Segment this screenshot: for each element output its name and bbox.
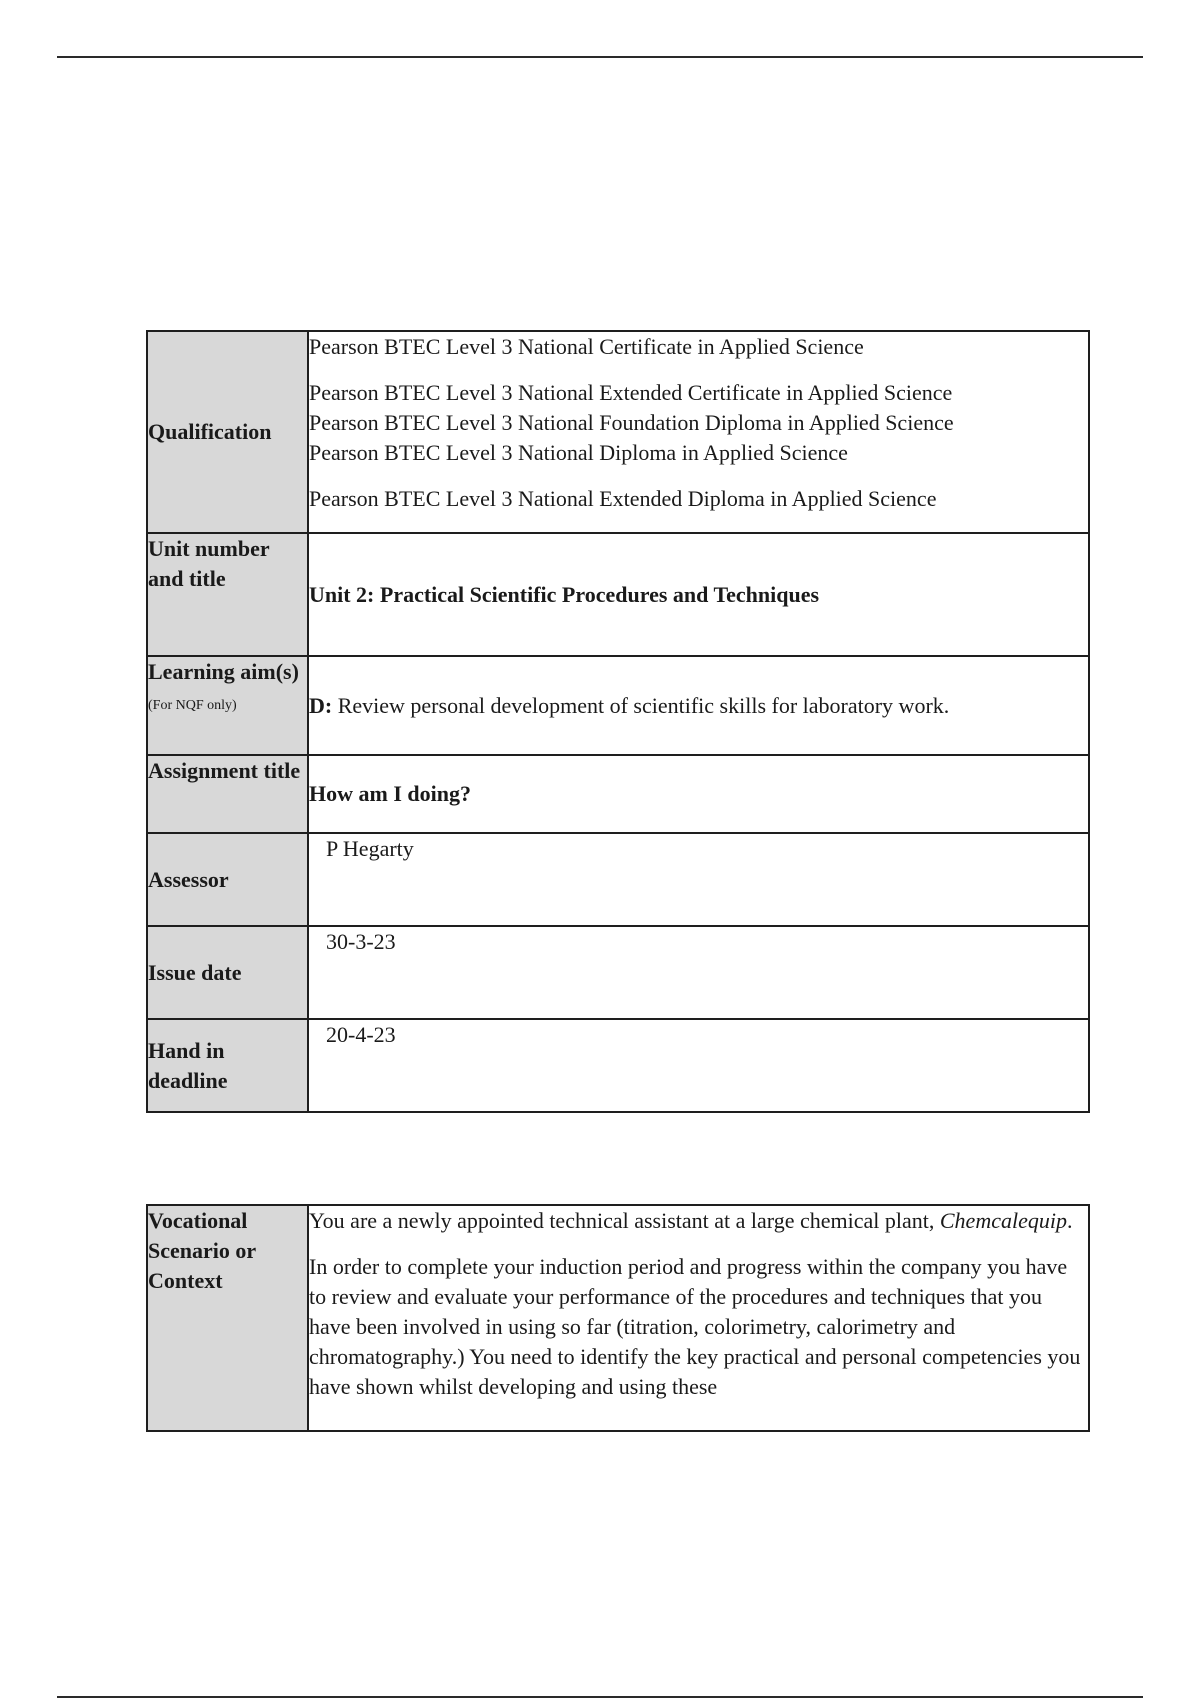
qualification-line: Pearson BTEC Level 3 National Extended Diploma in Applied Science [309, 486, 937, 511]
unit-title: Unit 2: Practical Scientific Procedures and Techniques [308, 533, 1089, 656]
assessor-label: Assessor [147, 833, 308, 926]
assignment-row [147, 755, 1089, 833]
assignment-brief-table [146, 330, 1090, 1113]
footer-rule [57, 1696, 1143, 1698]
qualification-label: Qualification [147, 331, 308, 533]
learning-aim-label [147, 656, 308, 755]
deadline-row [147, 1019, 1089, 1112]
learning-aim-text: Review personal development of scientific skills for laboratory work. [337, 692, 950, 718]
scenario-text [309, 1206, 1088, 1430]
scenario-paragraph: In order to complete your induction period and progress within the company you have to review and evaluate your performance of the procedures and techniques that you have been involved in using so far (titration, colorimetry, calorimetry and chromatography.) You need to identify the key practical and personal competencies you have shown whilst developing and using these [309, 1254, 1081, 1399]
scenario-row [147, 1205, 1089, 1431]
learning-aim-row [147, 656, 1089, 755]
qualification-line: Pearson BTEC Level 3 National Extended Certificate in Applied Science [309, 380, 953, 405]
qualification-value [308, 331, 1089, 533]
assignment-label: Assignment title [147, 755, 308, 833]
assessor-value: P Hegarty [308, 833, 1089, 926]
company-suffix: . [1066, 1208, 1073, 1233]
deadline-label: Hand in deadline [147, 1019, 308, 1112]
unit-label: Unit number and title [147, 533, 308, 656]
assignment-title: How am I doing? [308, 755, 1089, 833]
header-rule [57, 56, 1143, 58]
learning-aim-label-text: Learning aim(s) [148, 659, 299, 684]
assessor-row [147, 833, 1089, 926]
issue-date-value: 30-3-23 [308, 926, 1089, 1019]
unit-row [147, 533, 1089, 656]
qualification-row [147, 331, 1089, 533]
deadline-value: 20-4-23 [308, 1019, 1089, 1112]
scenario-intro [309, 1206, 1088, 1236]
qualification-line: Pearson BTEC Level 3 National Certificate in Applied Science [309, 334, 864, 359]
learning-aim-value [308, 656, 1089, 755]
qualification-line: Pearson BTEC Level 3 National Foundation Diploma in Applied Science [309, 410, 954, 435]
issue-date-row [147, 926, 1089, 1019]
qualification-line: Pearson BTEC Level 3 National Diploma in Applied Science [309, 440, 848, 465]
scenario-intro-text: You are a newly appointed technical assistant at a large chemical plant, [309, 1208, 935, 1233]
learning-aim-note: (For NQF only) [148, 698, 237, 713]
learning-aim-prefix: D: [309, 692, 333, 718]
company-name: Chemcalequip [939, 1208, 1067, 1233]
scenario-value [308, 1205, 1089, 1431]
scenario-table [146, 1204, 1090, 1432]
issue-date-label: Issue date [147, 926, 308, 1019]
scenario-label: Vocational Scenario or Context [147, 1205, 308, 1431]
